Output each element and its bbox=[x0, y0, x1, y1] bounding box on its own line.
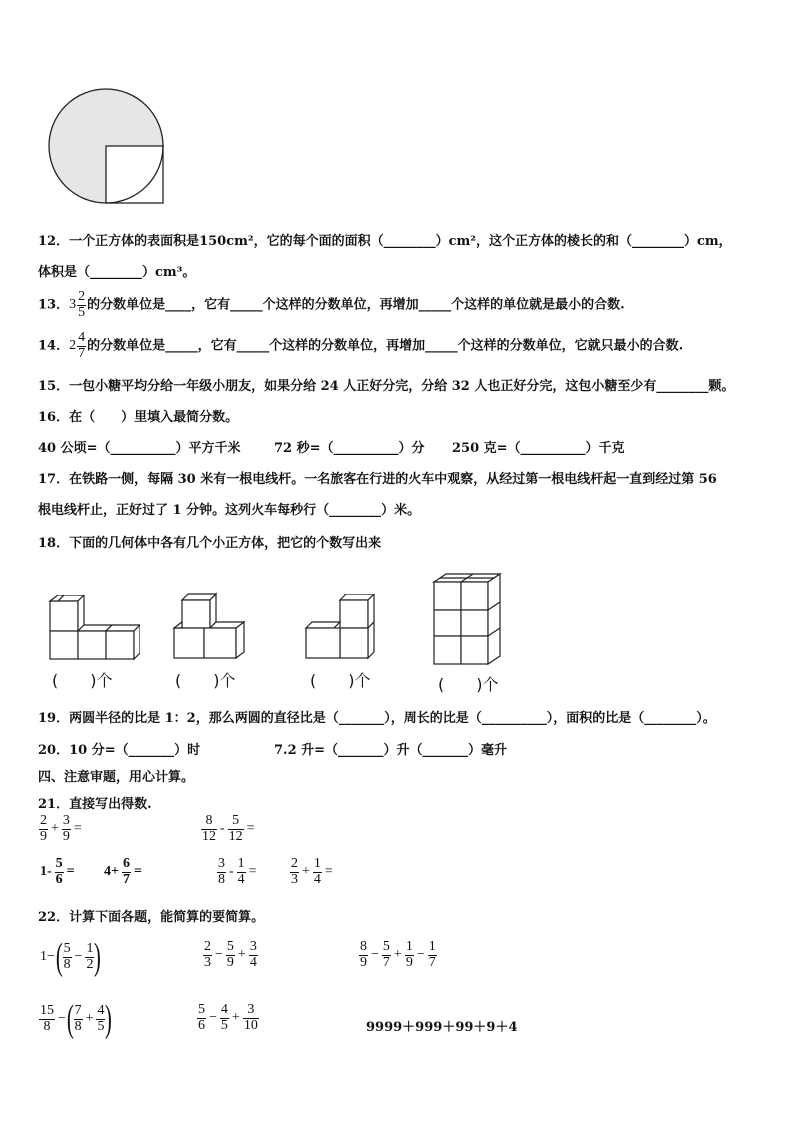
q20-a: 20．10 分=（_______）时 bbox=[38, 743, 201, 758]
q18-caption-1: ( )个 bbox=[52, 671, 113, 690]
q21-eq-5: $\frac{3}{8}$ - $\frac{1}{4}$ = bbox=[218, 856, 257, 887]
q21-eq-4: 4+ $\frac{6}{7}$ = bbox=[104, 856, 142, 887]
q22-expr-3: $\frac{8}{9}$ − $\frac{5}{7}$ + $\frac{1}{9}$ − $\frac{1}{7}$ bbox=[360, 939, 436, 970]
q22-title: 22．计算下面各题，能简算的要简算。 bbox=[38, 910, 265, 925]
q14 bbox=[38, 331, 683, 361]
cube-figure-3 bbox=[302, 594, 382, 666]
q15: 15．一包小糖平均分给一年级小朋友，如果分给 24 人正好分完，分给 32 人也正好分完，这包小糖至少有________颗。 bbox=[38, 379, 735, 394]
q21-eq-2: $\frac{8}{12}$ - $\frac{5}{12}$ = bbox=[202, 813, 255, 844]
q13-number: 13． bbox=[38, 297, 70, 313]
q14-text: 的分数单位是_____，它有_____个这样的分数单位，再增加_____个这样的分数单位，它就只最小的合数. bbox=[87, 338, 684, 354]
q14-mixed-number: 2 $\frac{4}{7}$ bbox=[69, 330, 86, 361]
q22-expr-4: $\frac{15}{8}$ −( $\frac{7}{8}$ + $\frac{4}{5}$ ) bbox=[40, 998, 113, 1040]
q22-expr-1: 1−( $\frac{5}{8}$ − $\frac{1}{2}$ ) bbox=[40, 936, 102, 978]
q13-text: 的分数单位是____，它有_____个这样的分数单位，再增加_____个这样的单位就是最小的合数. bbox=[87, 297, 625, 313]
cube-figure-2 bbox=[170, 592, 250, 664]
q17-line2: 根电线杆止，正好过了 1 分钟。这列火车每秒行（________）米。 bbox=[38, 503, 421, 518]
q18-caption-3: ( )个 bbox=[310, 671, 371, 690]
circle-square-figure bbox=[40, 88, 170, 206]
q21-eq-1: $\frac{2}{9}$ + $\frac{3}{9}$ = bbox=[40, 813, 82, 844]
q21-eq-3: 1- $\frac{5}{6}$ = bbox=[40, 856, 75, 887]
q13 bbox=[38, 290, 625, 320]
q16-c: 250 克=（__________）千克 bbox=[452, 441, 625, 456]
q16-b: 72 秒=（__________）分 bbox=[274, 441, 425, 456]
q16-title: 16．在（ ）里填入最简分数。 bbox=[38, 410, 239, 425]
q20-b: 7.2 升=（_______）升（_______）毫升 bbox=[274, 743, 508, 758]
q12-line1: 12．一个正方体的表面积是150cm²，它的每个面的面积（________）cm²，这个正方体的棱长的和（________）cm， bbox=[38, 234, 732, 249]
q21-eq-6: $\frac{2}{3}$ + $\frac{1}{4}$ = bbox=[291, 856, 333, 887]
q21-title: 21．直接写出得数. bbox=[38, 797, 152, 812]
q22-expr-5: $\frac{5}{6}$ − $\frac{4}{5}$ + $\frac{3}{10}$ bbox=[198, 1002, 258, 1033]
q18-title: 18．下面的几何体中各有几个小正方体，把它的个数写出来 bbox=[38, 536, 382, 551]
cube-figure-1 bbox=[44, 595, 140, 665]
q16-a: 40 公顷=（__________）平方千米 bbox=[38, 441, 241, 456]
q14-number: 14． bbox=[38, 338, 70, 354]
q18-caption-4: ( )个 bbox=[438, 675, 499, 694]
q18-caption-2: ( )个 bbox=[175, 671, 236, 690]
q22-expr-2: $\frac{2}{3}$ − $\frac{5}{9}$ + $\frac{3}{4}$ bbox=[204, 939, 257, 970]
q22-expr-6: 9999＋999＋99＋9＋4 bbox=[366, 1020, 518, 1035]
section-4-heading: 四、注意审题，用心计算。 bbox=[38, 770, 195, 785]
q13-mixed-number: 3 $\frac{2}{5}$ bbox=[69, 289, 86, 320]
q17-line1: 17．在铁路一侧，每隔 30 米有一根电线杆。一名旅客在行进的火车中观察，从经过第一根电线杆起一直到经过第 56 bbox=[38, 472, 717, 487]
q12-line2: 体积是（________）cm³。 bbox=[38, 265, 196, 280]
q19: 19．两圆半径的比是 1：2，那么两圆的直径比是（_______），周长的比是（__________），面积的比是（________）。 bbox=[38, 711, 716, 726]
cube-figure-4 bbox=[430, 572, 506, 666]
